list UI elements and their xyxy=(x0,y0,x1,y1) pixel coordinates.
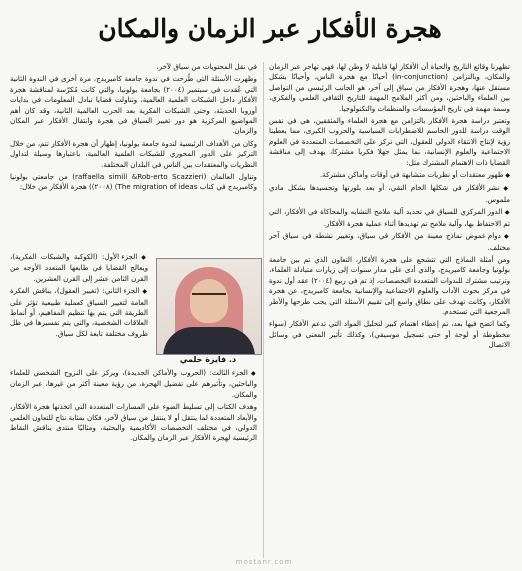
paragraph: وتناول العالمان (raffaella simili &Rob-erto Scazzieri) من جامعتي بولونيا وكامبريدج في كتاب The migration of ideas) (٢٠٠٨)) هجرة الأفكار من خلال: xyxy=(10,172,257,192)
shoulders-shape xyxy=(163,327,255,355)
bullet-item: ◆ ظهور معتقدات أو نظريات متشابهة في أوقات وأماكن مشتركة. xyxy=(269,170,510,181)
paragraph: تظهرنا وقائع التاريخ والحياة أن الأفكار لها قابلية لا وطن لها، فهي تهاجر عبر الزمان والمكان، وبالتزامن (in-conjunction) أحيانًا مع هجرة الناس، وأحيانًا بشكل مستقل عنها، وهجرة الأفكار من سياق إلى آخر، هو الجانب الرئيسي من التواصل بين العلماء والباحثين، ومن أكثر الملامح المهمة للتاريخ الثقافي العلمي والفكري، وسمة مهمة في تاريخ المؤسسات والمنظمات والتكنولوجيا. xyxy=(269,62,510,113)
right-column xyxy=(269,62,510,558)
paragraph: وهدف الكتاب إلى تسليط الضوء على المسارات المتعددة التي اتخذتها هجرة الأفكار، والأبعاد المتعددة لما ينتقل أو لا ينتقل من سياق لآخر، فكان بمثابة نتاج للتعاون العلمي الدولي، في مختلف التخصصات الأكاديمية والبحثية، ومثاليًا منتدى يناقش النقاط الرئيسية لهجرة الأفكار عبر الزمان والمكان. xyxy=(10,402,257,443)
left-column-mid xyxy=(10,252,148,364)
left-column-top xyxy=(10,62,257,252)
left-column-bottom xyxy=(10,368,257,558)
paragraph: وكما اتضح فيها بعد، تم إعطاء اهتمام كبير لتحليل المواد التي تدعم الأفكار (سواء مخطوطة أو لوحة أو حتى تسجيل موسيقي)، وكذلك تأثير المعنى في وسائل الاتصال xyxy=(269,319,510,350)
column-divider xyxy=(263,62,264,558)
paragraph: وظهرت الأسئلة التي طُرحت في ندوة جامعة كامبريدج، مرة أخرى في الندوة الثانية التي عُقدت في سبتمبر (٢٠٠٤) بجامعة بولونيا، والتي كانت مُكرّسة لمناقشة هجرة الأفكار داخل الشبكات العلمية العالمية، وتناولت قضايا تبادل المعلومات في بدايات أوروبا الحديثة، وحتى الشبكات الفكرية بعد الحرب العالمية الثانية، وقد كان أهم المواضيع المركزية هو دور تغيير السياق في هجرة وانتقال الأفكار عبر المكان والزمان. xyxy=(10,74,257,136)
bullet-item: ◆ الدور المركزي للسياق في تحديد آلية ملامح التشابه والمحاكاة في الأفكار، التي تم الاحتفاظ بها، وآلية ملامح تم تهديدها أثناء عملية هجرة الأفكار. xyxy=(269,207,510,229)
paragraph: وكان من الأهداف الرئيسية لندوة جامعة بولونيا، إظهار أن هجرة الأفكار تتم، من خلال التركيز على الدور المحوري للشبكات العلمية العالمية، باعتبارها وسيلة لتداول النظريات والمعتقدات بين الناس في البلدان المختلفة. xyxy=(10,138,257,169)
watermark: mostanr.com xyxy=(235,558,293,566)
bullet-item: ◆ نشر الأفكار في شكلها الخام النقي، أو بعد بلورتها وتجسيدها بشكل مادي ملموس. xyxy=(269,183,510,205)
paragraph: في نقل المحتويات من سياق لآخر. xyxy=(156,62,257,71)
glasses-shape xyxy=(192,293,226,303)
bullet-item: ◆ الجزء الأول: (الكوكبة والشبكات الفكرية)، ويعالج القضايا في طابعها المتعدد الأوجه من القرن الثامن عشر إلى القرن العشرين. xyxy=(10,252,148,284)
paragraph: وتعتبر دراسة هجرة الأفكار بالتزامن مع هجرة العلماء والمثقفين، هي في نفس الوقت دراسة للدور الحاسم للاضطرابات السياسية والحروب الكبرى، مما يعطينا رؤية لإنتاج الانتقاء الدولي للعقول، التي تركز على التخصصات المتعددة في العلوم الاجتماعية والعلوم الإنسانية، بما يمثل جهلا فكريا مشتركا، يهدف إلى مناقشة القضايا ذات الاهتمام المشترك مثل: xyxy=(269,116,510,167)
bullet-item: ◆ دوام غموض نماذج معينة من الأفكار في سياق، وتغيير نشطة في سياق آخر مختلف. xyxy=(269,231,510,253)
paragraph: ومن أمثلة النماذج التي تتشجع على هجرة الأفكار، التعاون الذي تم بين جامعة بولونيا وجامعة كامبريدج، والذي أدى على مدار سنوات إلى زيارات متبادلة العلماء، وترتيب مشترك للندوات المتعددة التخصصات، إذ تم في ربيع (٢٠٠٤) عقد أول ندوة في مركز بحوث الآداب والعلوم الاجتماعية والإنسانية بجامعة كامبريدج، عن هجرة الأفكار، وكانت تهدف على نطاق واسع إلى تقييم الأسئلة التي يجب طرحها والأطر المرجعية التي تستخدم. xyxy=(269,254,510,316)
photo-caption: د. فايزة حلمي xyxy=(179,355,237,364)
author-photo xyxy=(156,258,262,355)
article-headline: هجرة الأفكار عبر الزمان والمكان xyxy=(98,14,442,43)
bullet-item: ◆ الجزء الثالث: (الحروب والأماكن الجديدة)، ويركز على النزوح الشخصي للعلماء والباحثين، وتأثيرهم على تفضيل الهجرة، من رؤية معينة أكثر من غيرها، عبر الزمان والمكان. xyxy=(10,368,257,400)
bullet-item: ◆ الجزء الثاني: (تغيير العقول)، يناقش الفكرة العامة لتغيير السياق كعملية طبيعية تؤثر على الطريقة التي يتم بها تنظيم المفاهيم، أو أنماط العلاقات الشخصية، والتي يتم تفسيرها في ظل ظروف مختلفة تابعة لكل سياق. xyxy=(10,286,148,339)
